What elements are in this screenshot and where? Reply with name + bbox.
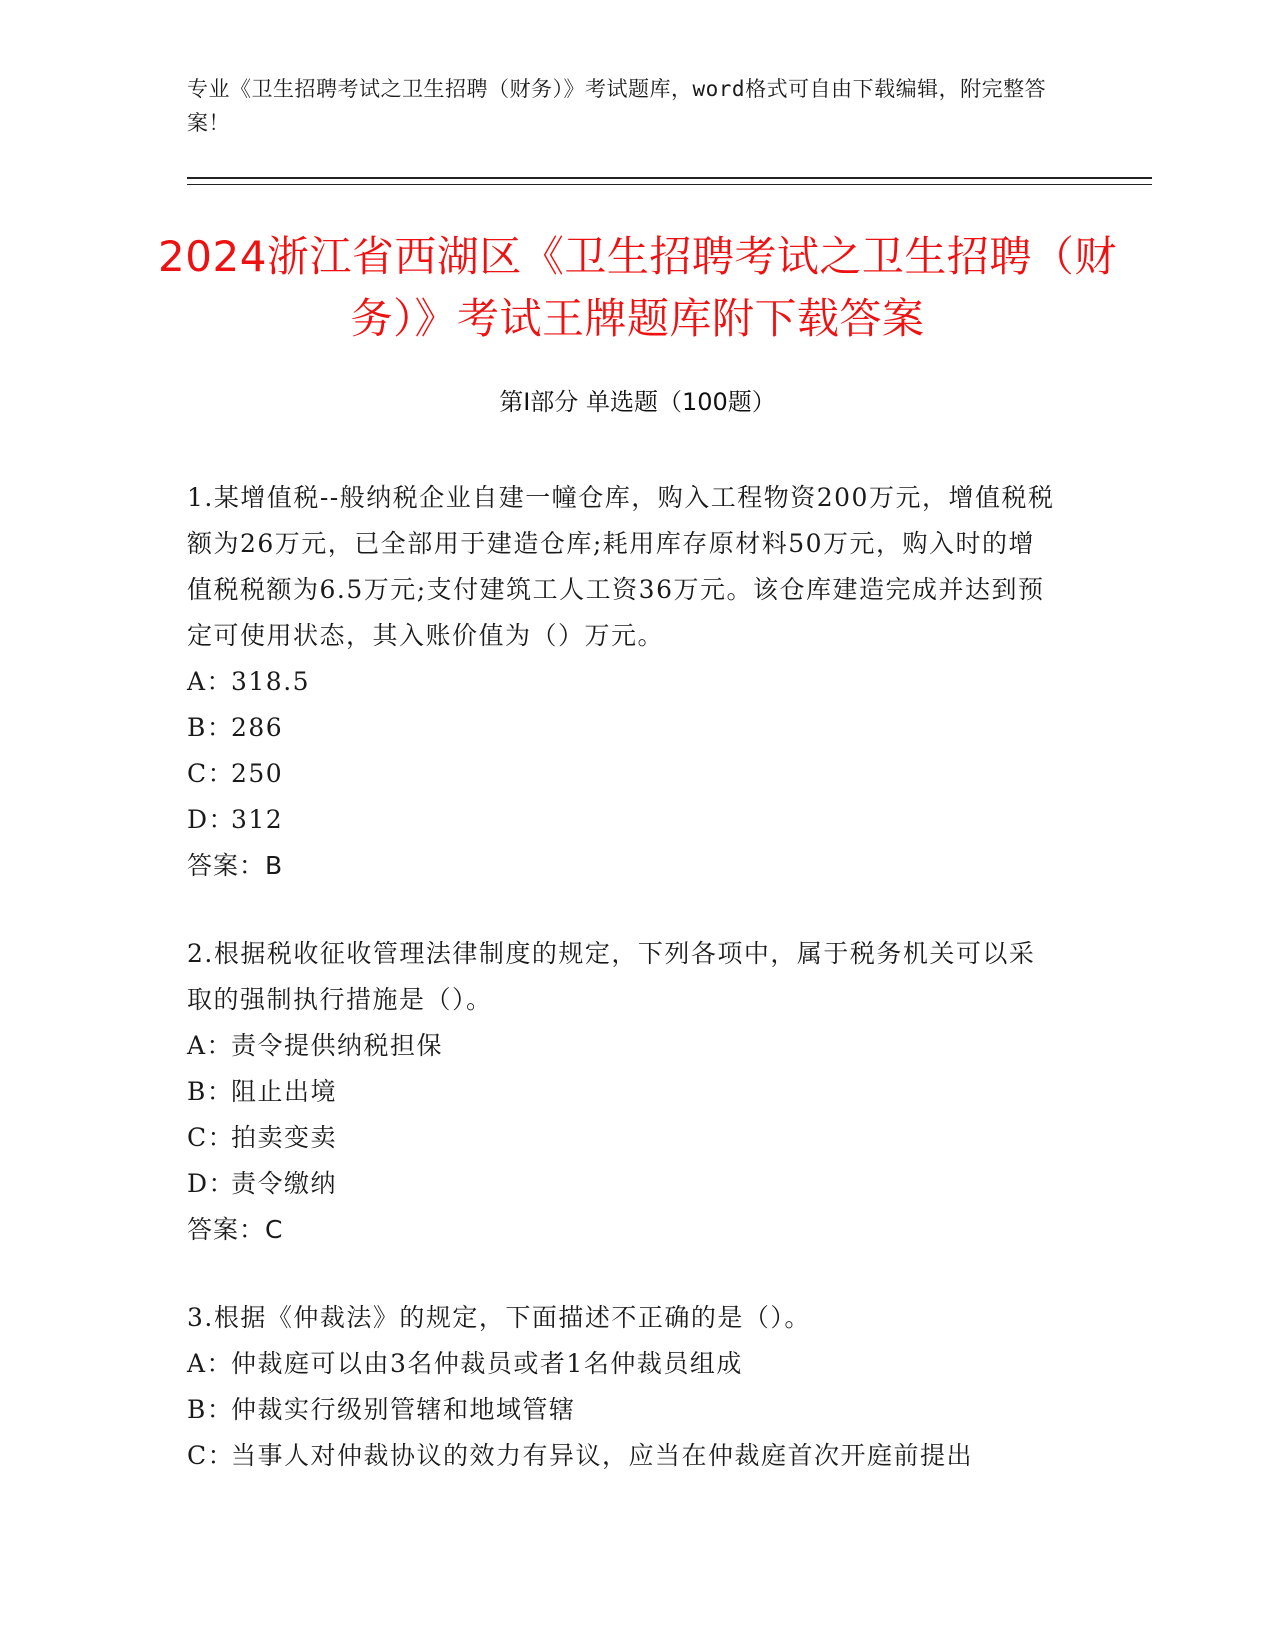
header-divider-thin [187,184,1152,185]
option-a [187,1023,1057,1069]
question-list [187,475,1057,1521]
question-3 [187,1295,1057,1479]
answer-label: 答案： [187,1215,266,1244]
option-key: A： [187,667,234,696]
option-text: 阻止出境 [231,1077,338,1106]
header-note: 专业《卫生招聘考试之卫生招聘（财务）》考试题库，word格式可自由下载编辑，附完整答案！ [187,77,1047,135]
option-key: B： [187,1077,234,1106]
option-key: D： [187,1169,236,1198]
option-text: 250 [231,759,284,788]
answer-value: C [265,1215,284,1244]
question-2 [187,931,1057,1253]
question-stem: 2.根据税收征收管理法律制度的规定，下列各项中，属于税务机关可以采取的强制执行措施是（）。 [187,939,1036,1014]
section-title: 第Ⅰ部分 单选题（100题） [499,388,776,416]
answer-label: 答案： [187,851,266,880]
option-text: 仲裁实行级别管辖和地域管辖 [231,1395,576,1424]
option-key: A： [187,1349,234,1378]
option-text: 仲裁庭可以由3名仲裁员或者1名仲裁员组成 [231,1349,743,1378]
option-text: 318.5 [231,667,311,696]
option-b [187,1069,1057,1115]
option-text: 拍卖变卖 [231,1123,338,1152]
option-key: B： [187,1395,234,1424]
header-divider [187,177,1152,179]
question-stem: 3.根据《仲裁法》的规定，下面描述不正确的是（）。 [187,1303,811,1332]
option-key: A： [187,1031,234,1060]
option-c [187,1433,1057,1479]
option-text: 当事人对仲裁协议的效力有异议，应当在仲裁庭首次开庭前提出 [231,1441,974,1470]
option-key: C： [187,1123,235,1152]
option-text: 312 [231,805,284,834]
option-b [187,705,1057,751]
question-stem: 1.某增值税--般纳税企业自建一幢仓库，购入工程物资200万元，增值税税额为26万元，已全部用于建造仓库;耗用库存原材料50万元，购入时的增值税税额为6.5万元;支付建筑工人工资36万元。该仓库建造完成并达到预定可使用状态，其入账价值为（）万元。 [187,483,1055,650]
option-b [187,1387,1057,1433]
question-1 [187,475,1057,889]
answer-value: B [265,851,284,880]
option-text: 286 [231,713,284,742]
option-d [187,797,1057,843]
option-c [187,751,1057,797]
option-text: 责令缴纳 [231,1169,338,1198]
option-key: C： [187,1441,235,1470]
answer-line [187,843,1057,889]
option-text: 责令提供纳税担保 [231,1031,444,1060]
option-key: C： [187,759,235,788]
answer-line [187,1207,1057,1253]
option-a [187,659,1057,705]
option-key: D： [187,805,236,834]
option-key: B： [187,713,234,742]
option-c [187,1115,1057,1161]
option-a [187,1341,1057,1387]
option-d [187,1161,1057,1207]
document-title: 2024浙江省西湖区《卫生招聘考试之卫生招聘（财务）》考试王牌题库附下载答案 [158,232,1117,343]
